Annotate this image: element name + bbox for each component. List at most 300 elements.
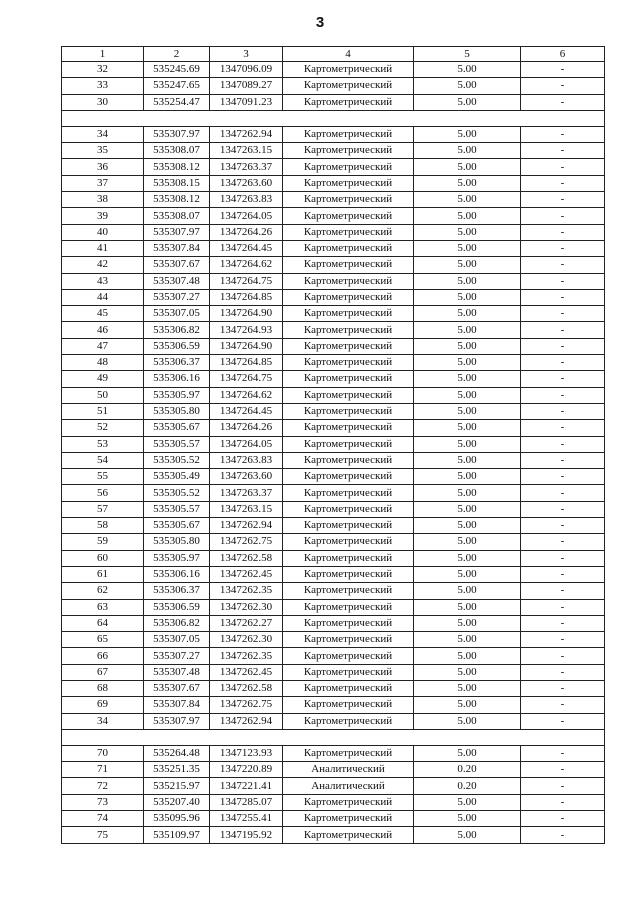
note-cell: - (521, 566, 605, 582)
y-coordinate-cell: 1347262.75 (210, 697, 283, 713)
point-number-cell: 54 (62, 452, 144, 468)
note-cell: - (521, 713, 605, 729)
accuracy-cell: 5.00 (414, 811, 521, 827)
y-coordinate-cell: 1347264.93 (210, 322, 283, 338)
y-coordinate-cell: 1347220.89 (210, 762, 283, 778)
method-cell: Картометрический (283, 306, 414, 322)
y-coordinate-cell: 1347262.30 (210, 599, 283, 615)
method-cell: Картометрический (283, 224, 414, 240)
accuracy-cell: 5.00 (414, 518, 521, 534)
note-cell: - (521, 745, 605, 761)
method-cell: Картометрический (283, 811, 414, 827)
method-cell: Картометрический (283, 566, 414, 582)
accuracy-cell: 5.00 (414, 257, 521, 273)
table-row (62, 78, 605, 94)
accuracy-cell: 5.00 (414, 485, 521, 501)
x-coordinate-cell: 535308.15 (144, 175, 210, 191)
method-cell: Картометрический (283, 664, 414, 680)
y-coordinate-cell: 1347264.26 (210, 420, 283, 436)
method-cell: Картометрический (283, 615, 414, 631)
x-coordinate-cell: 535305.67 (144, 518, 210, 534)
note-cell: - (521, 420, 605, 436)
note-cell: - (521, 322, 605, 338)
accuracy-cell: 5.00 (414, 501, 521, 517)
point-number-cell: 46 (62, 322, 144, 338)
note-cell: - (521, 224, 605, 240)
table-body (62, 62, 605, 844)
y-coordinate-cell: 1347263.37 (210, 159, 283, 175)
point-number-cell: 72 (62, 778, 144, 794)
y-coordinate-cell: 1347263.37 (210, 485, 283, 501)
y-coordinate-cell: 1347264.45 (210, 403, 283, 419)
point-number-cell: 44 (62, 289, 144, 305)
point-number-cell: 43 (62, 273, 144, 289)
point-number-cell: 32 (62, 62, 144, 78)
x-coordinate-cell: 535308.12 (144, 159, 210, 175)
x-coordinate-cell: 535307.48 (144, 664, 210, 680)
point-number-cell: 71 (62, 762, 144, 778)
accuracy-cell: 5.00 (414, 159, 521, 175)
method-cell: Картометрический (283, 159, 414, 175)
x-coordinate-cell: 535306.16 (144, 566, 210, 582)
x-coordinate-cell: 535254.47 (144, 94, 210, 110)
method-cell: Картометрический (283, 518, 414, 534)
table-row (62, 289, 605, 305)
y-coordinate-cell: 1347264.90 (210, 306, 283, 322)
method-cell: Картометрический (283, 794, 414, 810)
method-cell: Картометрический (283, 469, 414, 485)
accuracy-cell: 5.00 (414, 566, 521, 582)
accuracy-cell: 5.00 (414, 371, 521, 387)
table-row (62, 713, 605, 729)
x-coordinate-cell: 535307.27 (144, 289, 210, 305)
accuracy-cell: 5.00 (414, 62, 521, 78)
table-row (62, 371, 605, 387)
table-row (62, 224, 605, 240)
note-cell: - (521, 289, 605, 305)
y-coordinate-cell: 1347262.58 (210, 680, 283, 696)
spacer-cell (62, 110, 605, 126)
spacer-cell (62, 729, 605, 745)
x-coordinate-cell: 535307.67 (144, 680, 210, 696)
column-header: 3 (210, 47, 283, 62)
point-number-cell: 57 (62, 501, 144, 517)
point-number-cell: 40 (62, 224, 144, 240)
point-number-cell: 64 (62, 615, 144, 631)
note-cell: - (521, 697, 605, 713)
note-cell: - (521, 403, 605, 419)
method-cell: Аналитический (283, 778, 414, 794)
accuracy-cell: 5.00 (414, 534, 521, 550)
x-coordinate-cell: 535251.35 (144, 762, 210, 778)
x-coordinate-cell: 535215.97 (144, 778, 210, 794)
note-cell: - (521, 664, 605, 680)
x-coordinate-cell: 535307.67 (144, 257, 210, 273)
note-cell: - (521, 615, 605, 631)
point-number-cell: 63 (62, 599, 144, 615)
y-coordinate-cell: 1347263.15 (210, 501, 283, 517)
point-number-cell: 51 (62, 403, 144, 419)
table-row (62, 159, 605, 175)
method-cell: Картометрический (283, 175, 414, 191)
y-coordinate-cell: 1347262.94 (210, 126, 283, 142)
method-cell: Картометрический (283, 436, 414, 452)
accuracy-cell: 5.00 (414, 94, 521, 110)
y-coordinate-cell: 1347262.35 (210, 648, 283, 664)
table-row (62, 126, 605, 142)
column-header: 1 (62, 47, 144, 62)
accuracy-cell: 5.00 (414, 306, 521, 322)
table-row (62, 62, 605, 78)
table-row (62, 811, 605, 827)
y-coordinate-cell: 1347264.85 (210, 289, 283, 305)
note-cell: - (521, 175, 605, 191)
accuracy-cell: 5.00 (414, 713, 521, 729)
accuracy-cell: 5.00 (414, 289, 521, 305)
table-row (62, 518, 605, 534)
y-coordinate-cell: 1347262.94 (210, 713, 283, 729)
note-cell: - (521, 126, 605, 142)
y-coordinate-cell: 1347221.41 (210, 778, 283, 794)
point-number-cell: 67 (62, 664, 144, 680)
point-number-cell: 74 (62, 811, 144, 827)
x-coordinate-cell: 535245.69 (144, 62, 210, 78)
point-number-cell: 34 (62, 713, 144, 729)
x-coordinate-cell: 535307.84 (144, 240, 210, 256)
accuracy-cell: 5.00 (414, 664, 521, 680)
x-coordinate-cell: 535307.97 (144, 126, 210, 142)
x-coordinate-cell: 535305.97 (144, 550, 210, 566)
table-row (62, 452, 605, 468)
note-cell: - (521, 436, 605, 452)
note-cell: - (521, 778, 605, 794)
accuracy-cell: 5.00 (414, 632, 521, 648)
x-coordinate-cell: 535307.48 (144, 273, 210, 289)
method-cell: Картометрический (283, 289, 414, 305)
table-row (62, 257, 605, 273)
table-row (62, 697, 605, 713)
table-row (62, 403, 605, 419)
y-coordinate-cell: 1347262.45 (210, 664, 283, 680)
y-coordinate-cell: 1347089.27 (210, 78, 283, 94)
point-number-cell: 58 (62, 518, 144, 534)
note-cell: - (521, 387, 605, 403)
table-row (62, 436, 605, 452)
method-cell: Картометрический (283, 827, 414, 843)
point-number-cell: 56 (62, 485, 144, 501)
method-cell: Картометрический (283, 648, 414, 664)
table-row (62, 469, 605, 485)
point-number-cell: 59 (62, 534, 144, 550)
table-row (62, 534, 605, 550)
note-cell: - (521, 452, 605, 468)
y-coordinate-cell: 1347262.94 (210, 518, 283, 534)
table-row (62, 599, 605, 615)
method-cell: Картометрический (283, 680, 414, 696)
x-coordinate-cell: 535307.97 (144, 713, 210, 729)
point-number-cell: 47 (62, 338, 144, 354)
accuracy-cell: 5.00 (414, 273, 521, 289)
table-row (62, 827, 605, 843)
method-cell: Картометрический (283, 452, 414, 468)
y-coordinate-cell: 1347264.62 (210, 387, 283, 403)
accuracy-cell: 5.00 (414, 224, 521, 240)
x-coordinate-cell: 535306.59 (144, 338, 210, 354)
x-coordinate-cell: 535307.27 (144, 648, 210, 664)
table-row (62, 355, 605, 371)
x-coordinate-cell: 535306.82 (144, 322, 210, 338)
accuracy-cell: 5.00 (414, 322, 521, 338)
x-coordinate-cell: 535305.57 (144, 501, 210, 517)
point-number-cell: 70 (62, 745, 144, 761)
point-number-cell: 73 (62, 794, 144, 810)
point-number-cell: 41 (62, 240, 144, 256)
point-number-cell: 50 (62, 387, 144, 403)
accuracy-cell: 5.00 (414, 387, 521, 403)
point-number-cell: 68 (62, 680, 144, 696)
method-cell: Картометрический (283, 94, 414, 110)
x-coordinate-cell: 535305.80 (144, 534, 210, 550)
x-coordinate-cell: 535306.37 (144, 583, 210, 599)
note-cell: - (521, 827, 605, 843)
accuracy-cell: 5.00 (414, 436, 521, 452)
y-coordinate-cell: 1347096.09 (210, 62, 283, 78)
point-number-cell: 33 (62, 78, 144, 94)
accuracy-cell: 5.00 (414, 599, 521, 615)
method-cell: Картометрический (283, 403, 414, 419)
accuracy-cell: 5.00 (414, 550, 521, 566)
table-spacer-row (62, 729, 605, 745)
y-coordinate-cell: 1347255.41 (210, 811, 283, 827)
note-cell: - (521, 257, 605, 273)
note-cell: - (521, 94, 605, 110)
y-coordinate-cell: 1347264.75 (210, 273, 283, 289)
y-coordinate-cell: 1347123.93 (210, 745, 283, 761)
table-row (62, 143, 605, 159)
method-cell: Картометрический (283, 550, 414, 566)
note-cell: - (521, 599, 605, 615)
method-cell: Картометрический (283, 322, 414, 338)
y-coordinate-cell: 1347264.90 (210, 338, 283, 354)
y-coordinate-cell: 1347264.62 (210, 257, 283, 273)
method-cell: Картометрический (283, 583, 414, 599)
method-cell: Картометрический (283, 273, 414, 289)
table-row (62, 273, 605, 289)
method-cell: Картометрический (283, 338, 414, 354)
table-row (62, 566, 605, 582)
point-number-cell: 30 (62, 94, 144, 110)
y-coordinate-cell: 1347263.60 (210, 469, 283, 485)
column-header: 6 (521, 47, 605, 62)
note-cell: - (521, 501, 605, 517)
table-row (62, 306, 605, 322)
note-cell: - (521, 534, 605, 550)
y-coordinate-cell: 1347264.75 (210, 371, 283, 387)
accuracy-cell: 5.00 (414, 420, 521, 436)
x-coordinate-cell: 535305.80 (144, 403, 210, 419)
x-coordinate-cell: 535305.57 (144, 436, 210, 452)
note-cell: - (521, 338, 605, 354)
method-cell: Картометрический (283, 485, 414, 501)
table-row (62, 664, 605, 680)
accuracy-cell: 5.00 (414, 208, 521, 224)
method-cell: Картометрический (283, 78, 414, 94)
x-coordinate-cell: 535264.48 (144, 745, 210, 761)
method-cell: Картометрический (283, 240, 414, 256)
method-cell: Картометрический (283, 62, 414, 78)
table-row (62, 762, 605, 778)
x-coordinate-cell: 535308.07 (144, 143, 210, 159)
y-coordinate-cell: 1347264.26 (210, 224, 283, 240)
accuracy-cell: 5.00 (414, 355, 521, 371)
accuracy-cell: 5.00 (414, 78, 521, 94)
point-number-cell: 34 (62, 126, 144, 142)
method-cell: Картометрический (283, 599, 414, 615)
table-row (62, 745, 605, 761)
accuracy-cell: 5.00 (414, 338, 521, 354)
table-row (62, 794, 605, 810)
x-coordinate-cell: 535305.67 (144, 420, 210, 436)
point-number-cell: 45 (62, 306, 144, 322)
note-cell: - (521, 306, 605, 322)
x-coordinate-cell: 535307.05 (144, 306, 210, 322)
method-cell: Картометрический (283, 208, 414, 224)
x-coordinate-cell: 535305.97 (144, 387, 210, 403)
point-number-cell: 75 (62, 827, 144, 843)
method-cell: Картометрический (283, 713, 414, 729)
accuracy-cell: 5.00 (414, 240, 521, 256)
table-row (62, 550, 605, 566)
note-cell: - (521, 680, 605, 696)
point-number-cell: 62 (62, 583, 144, 599)
accuracy-cell: 5.00 (414, 175, 521, 191)
note-cell: - (521, 143, 605, 159)
note-cell: - (521, 469, 605, 485)
x-coordinate-cell: 535109.97 (144, 827, 210, 843)
accuracy-cell: 5.00 (414, 403, 521, 419)
note-cell: - (521, 355, 605, 371)
table-row (62, 175, 605, 191)
table-row (62, 632, 605, 648)
accuracy-cell: 5.00 (414, 680, 521, 696)
x-coordinate-cell: 535305.52 (144, 485, 210, 501)
table-row (62, 338, 605, 354)
accuracy-cell: 5.00 (414, 469, 521, 485)
point-number-cell: 48 (62, 355, 144, 371)
method-cell: Аналитический (283, 762, 414, 778)
y-coordinate-cell: 1347262.27 (210, 615, 283, 631)
method-cell: Картометрический (283, 387, 414, 403)
x-coordinate-cell: 535306.37 (144, 355, 210, 371)
note-cell: - (521, 371, 605, 387)
y-coordinate-cell: 1347262.45 (210, 566, 283, 582)
note-cell: - (521, 794, 605, 810)
accuracy-cell: 0.20 (414, 778, 521, 794)
point-number-cell: 69 (62, 697, 144, 713)
note-cell: - (521, 811, 605, 827)
table-row (62, 208, 605, 224)
y-coordinate-cell: 1347264.05 (210, 436, 283, 452)
x-coordinate-cell: 535305.52 (144, 452, 210, 468)
point-number-cell: 55 (62, 469, 144, 485)
y-coordinate-cell: 1347262.35 (210, 583, 283, 599)
x-coordinate-cell: 535308.07 (144, 208, 210, 224)
point-number-cell: 66 (62, 648, 144, 664)
y-coordinate-cell: 1347263.83 (210, 452, 283, 468)
y-coordinate-cell: 1347262.30 (210, 632, 283, 648)
table-row (62, 240, 605, 256)
point-number-cell: 49 (62, 371, 144, 387)
point-number-cell: 39 (62, 208, 144, 224)
note-cell: - (521, 632, 605, 648)
y-coordinate-cell: 1347264.85 (210, 355, 283, 371)
note-cell: - (521, 550, 605, 566)
point-number-cell: 35 (62, 143, 144, 159)
method-cell: Картометрический (283, 632, 414, 648)
accuracy-cell: 5.00 (414, 745, 521, 761)
point-number-cell: 61 (62, 566, 144, 582)
y-coordinate-cell: 1347285.07 (210, 794, 283, 810)
method-cell: Картометрический (283, 257, 414, 273)
method-cell: Картометрический (283, 355, 414, 371)
note-cell: - (521, 273, 605, 289)
y-coordinate-cell: 1347263.15 (210, 143, 283, 159)
note-cell: - (521, 62, 605, 78)
method-cell: Картометрический (283, 697, 414, 713)
method-cell: Картометрический (283, 192, 414, 208)
method-cell: Картометрический (283, 420, 414, 436)
coordinates-table (61, 46, 605, 844)
column-header: 2 (144, 47, 210, 62)
y-coordinate-cell: 1347262.75 (210, 534, 283, 550)
accuracy-cell: 5.00 (414, 794, 521, 810)
point-number-cell: 38 (62, 192, 144, 208)
table-row (62, 420, 605, 436)
table-row (62, 501, 605, 517)
x-coordinate-cell: 535207.40 (144, 794, 210, 810)
method-cell: Картометрический (283, 501, 414, 517)
column-header: 5 (414, 47, 521, 62)
note-cell: - (521, 648, 605, 664)
accuracy-cell: 0.20 (414, 762, 521, 778)
note-cell: - (521, 518, 605, 534)
accuracy-cell: 5.00 (414, 452, 521, 468)
y-coordinate-cell: 1347091.23 (210, 94, 283, 110)
x-coordinate-cell: 535247.65 (144, 78, 210, 94)
y-coordinate-cell: 1347264.45 (210, 240, 283, 256)
x-coordinate-cell: 535306.16 (144, 371, 210, 387)
x-coordinate-cell: 535305.49 (144, 469, 210, 485)
accuracy-cell: 5.00 (414, 583, 521, 599)
x-coordinate-cell: 535306.82 (144, 615, 210, 631)
method-cell: Картометрический (283, 534, 414, 550)
point-number-cell: 65 (62, 632, 144, 648)
accuracy-cell: 5.00 (414, 697, 521, 713)
table-row (62, 583, 605, 599)
point-number-cell: 53 (62, 436, 144, 452)
accuracy-cell: 5.00 (414, 648, 521, 664)
column-header: 4 (283, 47, 414, 62)
note-cell: - (521, 192, 605, 208)
note-cell: - (521, 208, 605, 224)
point-number-cell: 37 (62, 175, 144, 191)
y-coordinate-cell: 1347195.92 (210, 827, 283, 843)
accuracy-cell: 5.00 (414, 192, 521, 208)
table-row (62, 615, 605, 631)
accuracy-cell: 5.00 (414, 615, 521, 631)
method-cell: Картометрический (283, 745, 414, 761)
table-row (62, 485, 605, 501)
